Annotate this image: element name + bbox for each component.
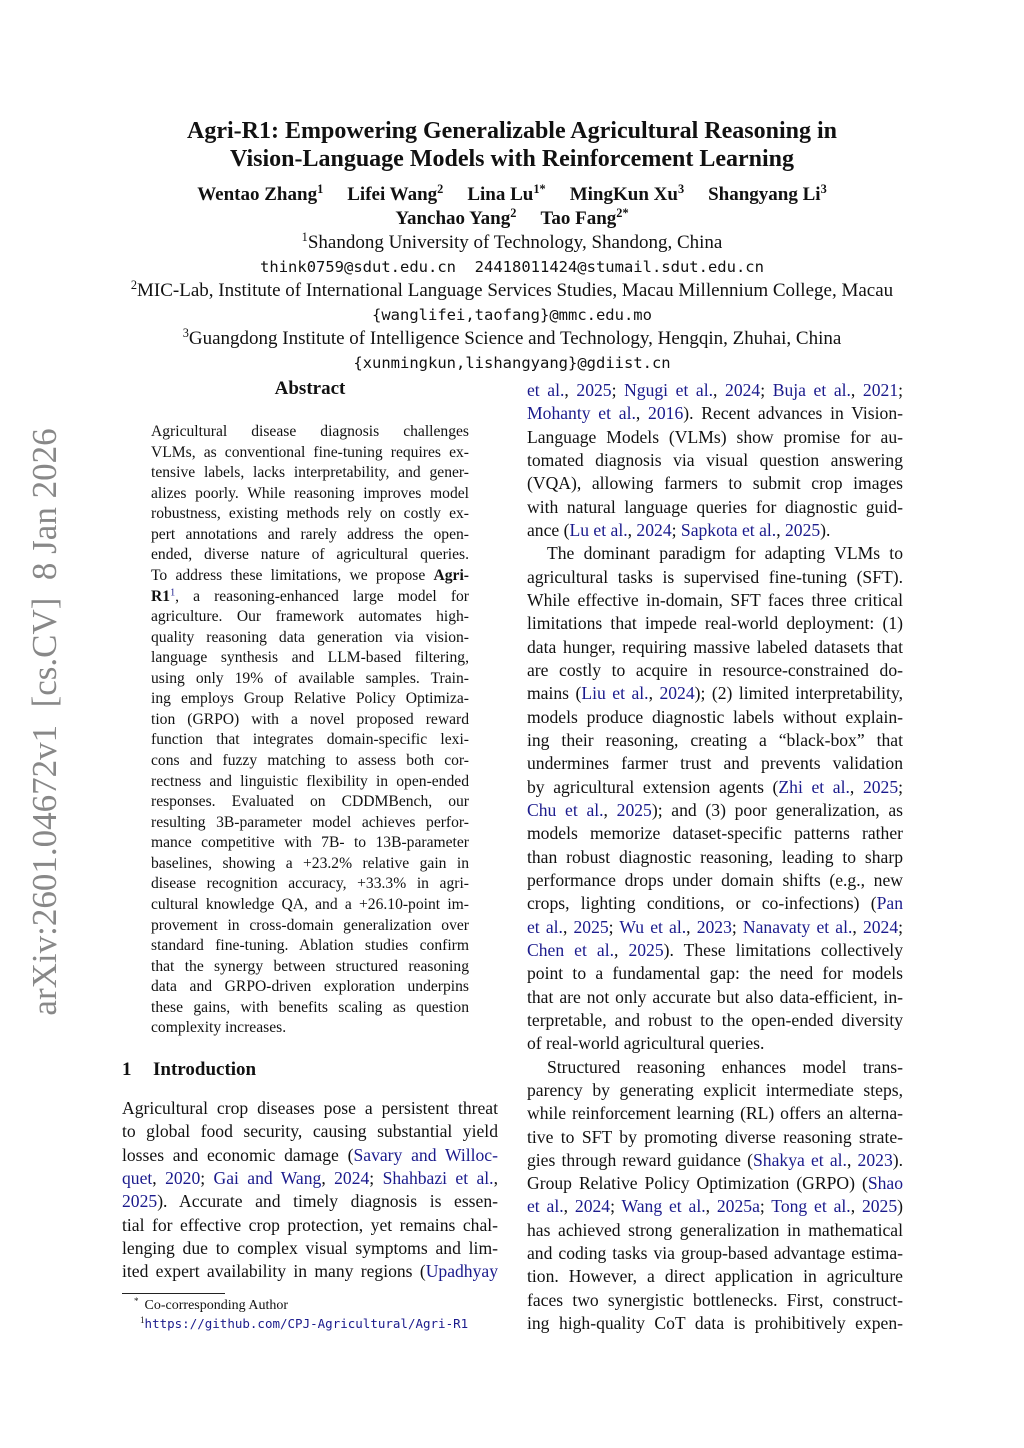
citation-link[interactable]: quet bbox=[122, 1167, 153, 1188]
footnote-marker: 1 bbox=[140, 1315, 145, 1325]
text-line: tomated diagnosis via visual question answering bbox=[527, 449, 903, 470]
text-line: ited expert availability in many regions (Upadhyay bbox=[122, 1261, 498, 1282]
affiliation-marker: 3 bbox=[677, 182, 685, 197]
text-line: VLMs, as conventional fine-tuning requires ex- bbox=[151, 443, 469, 461]
text-line: ance (Lu et al., 2024; Sapkota et al., 2025). bbox=[527, 519, 831, 540]
text-line: Chu et al., 2025); and (3) poor generalization, as bbox=[527, 799, 904, 820]
citation-link[interactable]: Shakya et al. bbox=[753, 1149, 847, 1170]
author-name-text: Shangyang Li bbox=[708, 184, 821, 205]
citation-link[interactable]: et al. bbox=[527, 916, 563, 937]
text-line: while reinforcement learning (RL) offers an alterna- bbox=[527, 1103, 903, 1124]
citation-link[interactable]: Lu et al. bbox=[569, 519, 628, 540]
text-line: resulting 3B-parameter model achieves perfor- bbox=[151, 813, 469, 831]
title-line-2: Vision-Language Models with Reinforcement Learning bbox=[230, 146, 794, 172]
footnote-ref-link[interactable]: 1 bbox=[170, 586, 176, 598]
author-name bbox=[467, 184, 545, 205]
author-name-text: Tao Fang bbox=[540, 208, 617, 229]
text-line: to global food security, causing substantial yield bbox=[122, 1121, 498, 1142]
citation-link[interactable]: 2021 bbox=[862, 380, 899, 400]
text-line: crops, lighting conditions, or co-infections) (Pan bbox=[527, 893, 903, 914]
citation-link[interactable]: 2023 bbox=[857, 1149, 893, 1170]
affiliation-marker: 3 bbox=[820, 182, 827, 197]
text-line: et al., 2025; Ngugi et al., 2024; Buja et al., 2021; bbox=[527, 380, 903, 400]
footnote-text: Co-corresponding Author bbox=[144, 1298, 289, 1313]
abstract-body bbox=[151, 422, 469, 1039]
affiliation-marker: 1* bbox=[533, 182, 546, 197]
text-line: The dominant paradigm for adapting VLMs to bbox=[547, 543, 903, 564]
text-line: pert annotations and rarely address the open- bbox=[151, 525, 469, 543]
citation-link[interactable]: 2025 bbox=[628, 939, 664, 960]
intro-right-column bbox=[527, 379, 903, 1335]
text-line: that the synergy between structured reasoning bbox=[151, 957, 469, 975]
text-line: mains (Liu et al., 2024); (2) limited interpretability, bbox=[527, 683, 903, 704]
text-line: agriculture. Our framework automates high- bbox=[151, 608, 469, 626]
footnote-marker: * bbox=[134, 1296, 139, 1306]
text-line: Agricultural crop diseases pose a persistent threat bbox=[122, 1098, 498, 1118]
text-line: rectness and linguistic flexibility in open-ended bbox=[151, 772, 469, 790]
citation-link[interactable]: 2025 bbox=[784, 519, 821, 540]
affiliation-email: think0759@sdut.edu.cn 24418011424@stumail.sdut.edu.cn bbox=[260, 258, 764, 276]
text-line: tensive labels, lacks interpretability, and gener- bbox=[151, 464, 469, 482]
text-line: tive to SFT by promoting diverse reasoning strate- bbox=[527, 1126, 903, 1147]
citation-link[interactable]: Buja et al. bbox=[772, 380, 851, 400]
text-line: standard fine-tuning. Ablation studies confirm bbox=[151, 937, 469, 955]
citation-link[interactable]: et al. bbox=[527, 380, 565, 400]
text-line: than robust diagnostic reasoning, leading to sharp bbox=[527, 846, 903, 867]
affiliation-2 bbox=[0, 279, 1024, 303]
text-line: has achieved strong generalization in mathematical bbox=[527, 1219, 903, 1240]
affiliation-marker: 2 bbox=[437, 182, 444, 197]
citation-link[interactable]: 2025 bbox=[616, 799, 652, 820]
text-line: baselines, showing a +23.2% relative gain in bbox=[151, 854, 469, 872]
text-line: et al., 2025; Wu et al., 2023; Nanavaty et al., 2024; bbox=[527, 916, 904, 937]
text-line: data and GRPO-driven exploration underpins bbox=[151, 978, 469, 996]
citation-link[interactable]: 2024 bbox=[334, 1167, 370, 1188]
text-line: cons and fuzzy matching to assess both cor- bbox=[151, 752, 469, 769]
text-line: To address these limitations, we propose Agri- bbox=[151, 566, 469, 584]
citation-link[interactable]: 2025 bbox=[122, 1191, 158, 1212]
text-line: Chen et al., 2025). These limitations collectively bbox=[527, 939, 903, 960]
text-line: limitations that impede real-world deployment: (1) bbox=[527, 613, 903, 634]
text-line: models memorize dataset-specific patterns rather bbox=[527, 823, 903, 844]
citation-link[interactable]: 2024 bbox=[636, 519, 672, 540]
author-name-text: Yanchao Yang bbox=[395, 208, 511, 229]
affiliation-marker: 1 bbox=[317, 182, 324, 197]
text-line: performance drops under domain shifts (e.g., new bbox=[527, 869, 903, 890]
text-line: models produce diagnostic labels without explain- bbox=[527, 706, 903, 727]
author-name bbox=[395, 208, 516, 229]
citation-link[interactable]: Chen et al. bbox=[527, 939, 614, 960]
text-line: et al., 2024; Wang et al., 2025a; Tong et al., 2025) bbox=[527, 1196, 903, 1217]
citation-link[interactable]: 2025 bbox=[861, 1196, 898, 1217]
citation-link[interactable]: 2025 bbox=[573, 916, 609, 937]
text-line: Language Models (VLMs) show promise for au- bbox=[527, 426, 903, 447]
affiliation-name: Shandong University of Technology, Shandong, China bbox=[307, 232, 723, 253]
text-line: 2025). Accurate and timely diagnosis is essen- bbox=[122, 1191, 498, 1212]
text-line: Group Relative Policy Optimization (GRPO) (Shao bbox=[527, 1173, 903, 1194]
text-line: of real-world agricultural queries. bbox=[527, 1033, 765, 1054]
text-line: and coding tasks via group-based advantage estima- bbox=[527, 1243, 903, 1264]
text-line: Agricultural disease diagnosis challenges bbox=[151, 423, 469, 440]
bold-text: Agri- bbox=[433, 566, 469, 584]
text-line: terpretable, and robust to the open-ended diversity bbox=[527, 1009, 903, 1030]
affiliation-email: {xunmingkun,lishangyang}@gdiist.cn bbox=[353, 354, 671, 372]
citation-link[interactable]: et al. bbox=[527, 1196, 564, 1217]
text-line: lenging due to complex visual symptoms and lim- bbox=[122, 1237, 498, 1258]
citation-link[interactable]: Savary and Willoc- bbox=[353, 1144, 498, 1165]
text-line: provement in cross-domain generalization over bbox=[151, 916, 469, 934]
author-name-text: Lifei Wang bbox=[347, 184, 438, 205]
author-name bbox=[708, 184, 827, 205]
title-line-1: Agri-R1: Empowering Generalizable Agricultural Reasoning in bbox=[187, 118, 837, 144]
text-line: using only 19% of available samples. Train- bbox=[151, 669, 469, 687]
citation-link[interactable]: Shahbazi et al. bbox=[382, 1167, 494, 1188]
arxiv-identifier: arXiv:2601.04672v1 [cs.CV] 8 Jan 2026 bbox=[25, 428, 64, 1016]
citation-link[interactable]: Tong et al. bbox=[771, 1196, 851, 1217]
section-number: 1 bbox=[122, 1059, 132, 1080]
text-line: parency by generating explicit intermediate steps, bbox=[527, 1079, 903, 1100]
text-line: complexity increases. bbox=[151, 1019, 287, 1037]
affiliation-3 bbox=[0, 327, 1024, 351]
text-line: by agricultural extension agents (Zhi et al., 2025; bbox=[527, 776, 904, 797]
affiliation-name: MIC-Lab, Institute of International Language Services Studies, Macau Millennium College, Macau bbox=[137, 280, 894, 301]
text-line: these gains, with benefits scaling as question bbox=[151, 998, 469, 1016]
abstract-heading: Abstract bbox=[274, 378, 346, 399]
text-line: that are not only accurate but also data-efficient, in- bbox=[527, 986, 903, 1007]
affiliation-marker: 3 bbox=[182, 326, 189, 341]
section-title: Introduction bbox=[153, 1059, 257, 1080]
text-line: undermines farmer trust and prevents validation bbox=[527, 753, 903, 774]
text-line: mance competitive with 7B- to 13B-parameter bbox=[151, 834, 469, 852]
paper-title bbox=[0, 117, 1024, 173]
text-line: are costly to acquire in resource-constrained do- bbox=[527, 659, 903, 680]
text-line: ended, diverse nature of agricultural queries. bbox=[151, 546, 469, 564]
text-line: quality reasoning data generation via vision- bbox=[151, 628, 469, 646]
text-line: function that integrates domain-specific lexi- bbox=[151, 731, 469, 749]
citation-link[interactable]: Liu et al. bbox=[581, 683, 649, 704]
affiliation-marker: 2* bbox=[616, 206, 629, 221]
citation-link[interactable]: 2016 bbox=[648, 403, 684, 424]
text-line: language synthesis and LLM-based filtering, bbox=[151, 649, 469, 667]
citation-link[interactable]: 2024 bbox=[862, 916, 899, 937]
text-line: data hunger, requiring massive labeled datasets that bbox=[527, 636, 903, 657]
footnote-url bbox=[140, 1315, 468, 1334]
bold-text: R1 bbox=[151, 587, 171, 605]
affiliation-email: {wanglifei,taofang}@mmc.edu.mo bbox=[372, 306, 652, 324]
author-list bbox=[0, 183, 1024, 231]
author-name bbox=[570, 184, 684, 205]
citation-link[interactable]: 2025a bbox=[716, 1196, 760, 1217]
affiliation-marker: 2 bbox=[130, 278, 138, 293]
text-line: quet, 2020; Gai and Wang, 2024; Shahbazi et al., bbox=[122, 1167, 498, 1188]
author-name-text: Lina Lu bbox=[467, 184, 534, 205]
text-line: agricultural tasks is supervised fine-tuning (SFT). bbox=[527, 566, 903, 587]
text-line: with natural language queries for diagnostic guid- bbox=[527, 496, 903, 517]
citation-link[interactable]: Mohanty et al. bbox=[527, 403, 636, 424]
text-line: faces two synergistic bottlenecks. First, construct- bbox=[527, 1289, 903, 1310]
citation-link[interactable]: Wang et al. bbox=[621, 1196, 706, 1217]
citation-link[interactable]: Shao bbox=[867, 1173, 903, 1194]
text-line: ing high-quality CoT data is prohibitively expen- bbox=[527, 1313, 903, 1334]
text-line: point to a fundamental gap: the need for models bbox=[527, 963, 903, 984]
citation-link[interactable]: Upadhyay bbox=[425, 1261, 498, 1282]
author-name bbox=[197, 184, 323, 205]
citation-link[interactable]: 2024 bbox=[725, 380, 761, 400]
author-name bbox=[347, 184, 443, 205]
affiliation-name: Guangdong Institute of Intelligence Science and Technology, Hengqin, Zhuhai, China bbox=[188, 328, 842, 349]
author-name-text: Wentao Zhang bbox=[197, 184, 318, 205]
text-line: Mohanty et al., 2016). Recent advances in Vision- bbox=[527, 403, 903, 424]
repository-link[interactable]: https://github.com/CPJ-Agricultural/Agri-R1 bbox=[144, 1316, 469, 1331]
citation-link[interactable]: 2025 bbox=[862, 776, 899, 797]
citation-link[interactable]: Gai and Wang bbox=[213, 1167, 322, 1188]
text-line: $R1^1$, a reasoning-enhanced large model for bbox=[151, 586, 469, 605]
citation-link[interactable]: Zhi et al. bbox=[778, 776, 850, 797]
text-line: tion. However, a direct application in agriculture bbox=[527, 1266, 903, 1287]
citation-link[interactable]: Sapkota et al. bbox=[680, 519, 777, 540]
citation-link[interactable]: Ngugi et al. bbox=[624, 380, 714, 400]
affiliation-marker: 2 bbox=[510, 206, 517, 221]
citation-link[interactable]: Nanavaty et al. bbox=[742, 916, 853, 937]
affiliation-1 bbox=[0, 231, 1024, 255]
citation-link[interactable]: Chu et al. bbox=[527, 799, 604, 820]
text-line: alizes poorly. While reasoning improves model bbox=[151, 484, 469, 502]
text-line: While effective in-domain, SFT faces three critical bbox=[527, 589, 903, 610]
text-line: tial for effective crop protection, yet remains chal- bbox=[122, 1214, 498, 1235]
text-line: cultural knowledge QA, and a +26.10-point im- bbox=[151, 895, 469, 913]
citation-link[interactable]: 2025 bbox=[576, 380, 612, 400]
intro-left-column bbox=[122, 1097, 498, 1284]
text-line: (VQA), allowing farmers to submit crop images bbox=[527, 473, 903, 494]
citation-link[interactable]: 2024 bbox=[574, 1196, 611, 1217]
text-line: ing their reasoning, creating a “black-box” that bbox=[527, 729, 903, 750]
text-line: responses. Evaluated on CDDMBench, our bbox=[151, 793, 469, 811]
text-line: gies through reward guidance (Shakya et al., 2023). bbox=[527, 1149, 903, 1170]
text-line: Structured reasoning enhances model trans- bbox=[547, 1056, 903, 1077]
text-line: disease recognition accuracy, +33.3% in agri- bbox=[151, 875, 469, 893]
footnote-rule bbox=[122, 1293, 225, 1294]
citation-link[interactable]: Wu et al. bbox=[619, 916, 687, 937]
author-name bbox=[540, 208, 628, 229]
text-line: losses and economic damage (Savary and Willoc- bbox=[122, 1144, 498, 1165]
text-line: robustness, existing methods rely on costly ex- bbox=[151, 505, 469, 523]
affiliation-marker: 1 bbox=[301, 230, 308, 245]
affiliations bbox=[0, 231, 1024, 375]
citation-link[interactable]: 2023 bbox=[696, 916, 732, 937]
citation-link[interactable]: Pan bbox=[876, 893, 903, 914]
author-name-text: MingKun Xu bbox=[569, 184, 678, 205]
citation-link[interactable]: 2020 bbox=[165, 1167, 201, 1188]
footnote-corresponding bbox=[122, 1297, 288, 1315]
section-heading-introduction bbox=[122, 1059, 256, 1081]
text-line: ing employs Group Relative Policy Optimiza- bbox=[151, 690, 469, 708]
text-line: tion (GRPO) with a novel proposed reward bbox=[151, 710, 469, 728]
citation-link[interactable]: 2024 bbox=[659, 683, 695, 704]
